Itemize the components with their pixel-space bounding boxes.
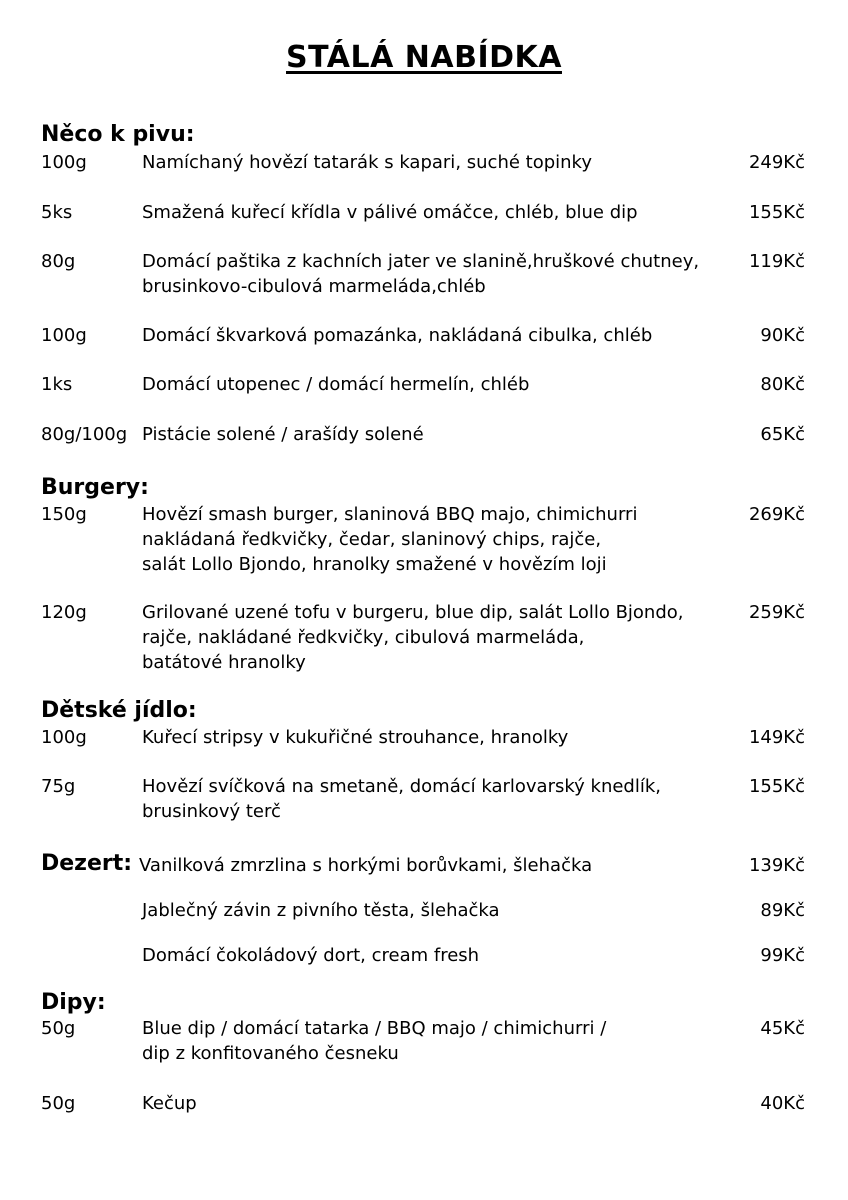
item-description-line: brusinkovo-cibulová marmeláda,chléb [142,276,486,297]
item-description-line: Namíchaný hovězí tatarák s kapari, suché topinky [142,152,592,173]
item-description-line: Domácí škvarková pomazánka, nakládaná cibulka, chléb [142,325,653,346]
item-description [142,372,742,397]
item-description-line: dip z konfitovaného česneku [142,1043,399,1064]
item-description-line: batátové hranolky [142,652,306,673]
item-description-line: Domácí utopenec / domácí hermelín, chléb [142,374,530,395]
item-price: 99Kč [760,945,805,966]
item-description [142,249,742,299]
item-quantity: 80g [41,251,76,272]
item-price: 269Kč [748,504,805,525]
item-quantity: 75g [41,776,76,797]
item-price: 155Kč [748,776,805,797]
item-description-line: Pistácie solené / arašídy solené [142,424,424,445]
page-title: STÁLÁ NABÍDKA [286,40,562,75]
item-description: Jablečný závin z pivního těsta, šlehačka [142,900,500,921]
item-quantity: 1ks [41,374,73,395]
item-price: 249Kč [748,152,805,173]
item-description-line: Domácí paštika z kachních jater ve slanině,hruškové chutney, [142,251,700,272]
item-description: Vanilková zmrzlina s horkými borůvkami, šlehačka [139,855,593,876]
item-description [142,323,742,348]
section-heading-dips: Dipy: [41,990,106,1015]
item-price: 259Kč [748,602,805,623]
item-description [142,1091,742,1116]
item-description-line: Blue dip / domácí tatarka / BBQ majo / chimichurri / [142,1018,607,1039]
item-description [142,600,742,675]
item-description-line: nakládaná ředkvičky, čedar, slaninový chips, rajče, [142,529,602,550]
item-quantity: 120g [41,602,87,623]
item-quantity: 50g [41,1018,76,1039]
item-price: 45Kč [760,1018,805,1039]
item-price: 119Kč [748,251,805,272]
item-description-line: Hovězí smash burger, slaninová BBQ majo, chimichurri [142,504,638,525]
item-price: 149Kč [748,727,805,748]
item-quantity: 5ks [41,202,73,223]
item-description-line: Kuřecí stripsy v kukuřičné strouhance, hranolky [142,727,569,748]
section-heading-dessert: Dezert: [41,851,133,876]
item-quantity: 80g/100g [41,424,128,445]
item-description-line: salát Lollo Bjondo, hranolky smažené v hovězím loji [142,554,607,575]
item-description-line: rajče, nakládané ředkvičky, cibulová marmeláda, [142,627,585,648]
item-quantity: 50g [41,1093,76,1114]
section-heading-beer: Něco k pivu: [41,122,195,147]
item-price: 90Kč [760,325,805,346]
item-description [142,725,742,750]
item-description-line: brusinkový terč [142,801,281,822]
item-quantity: 100g [41,152,87,173]
item-description: Domácí čokoládový dort, cream fresh [142,945,480,966]
item-price: 155Kč [748,202,805,223]
item-quantity: 150g [41,504,87,525]
item-price: 89Kč [760,900,805,921]
item-description [142,150,742,175]
item-description-line: Smažená kuřecí křídla v pálivé omáčce, chléb, blue dip [142,202,638,223]
item-price: 139Kč [748,855,805,876]
item-description [142,774,742,824]
item-description-line: Grilované uzené tofu v burgeru, blue dip, salát Lollo Bjondo, [142,602,684,623]
item-description [142,1016,742,1066]
item-price: 80Kč [760,374,805,395]
item-quantity: 100g [41,325,87,346]
item-description [142,422,742,447]
section-heading-burgers: Burgery: [41,475,149,500]
item-description-line: Hovězí svíčková na smetaně, domácí karlovarský knedlík, [142,776,662,797]
item-description [142,502,742,577]
item-price: 65Kč [760,424,805,445]
item-description-line: Kečup [142,1093,197,1114]
section-heading-kids: Dětské jídlo: [41,698,197,723]
item-price: 40Kč [760,1093,805,1114]
item-description [142,200,742,225]
item-quantity: 100g [41,727,87,748]
